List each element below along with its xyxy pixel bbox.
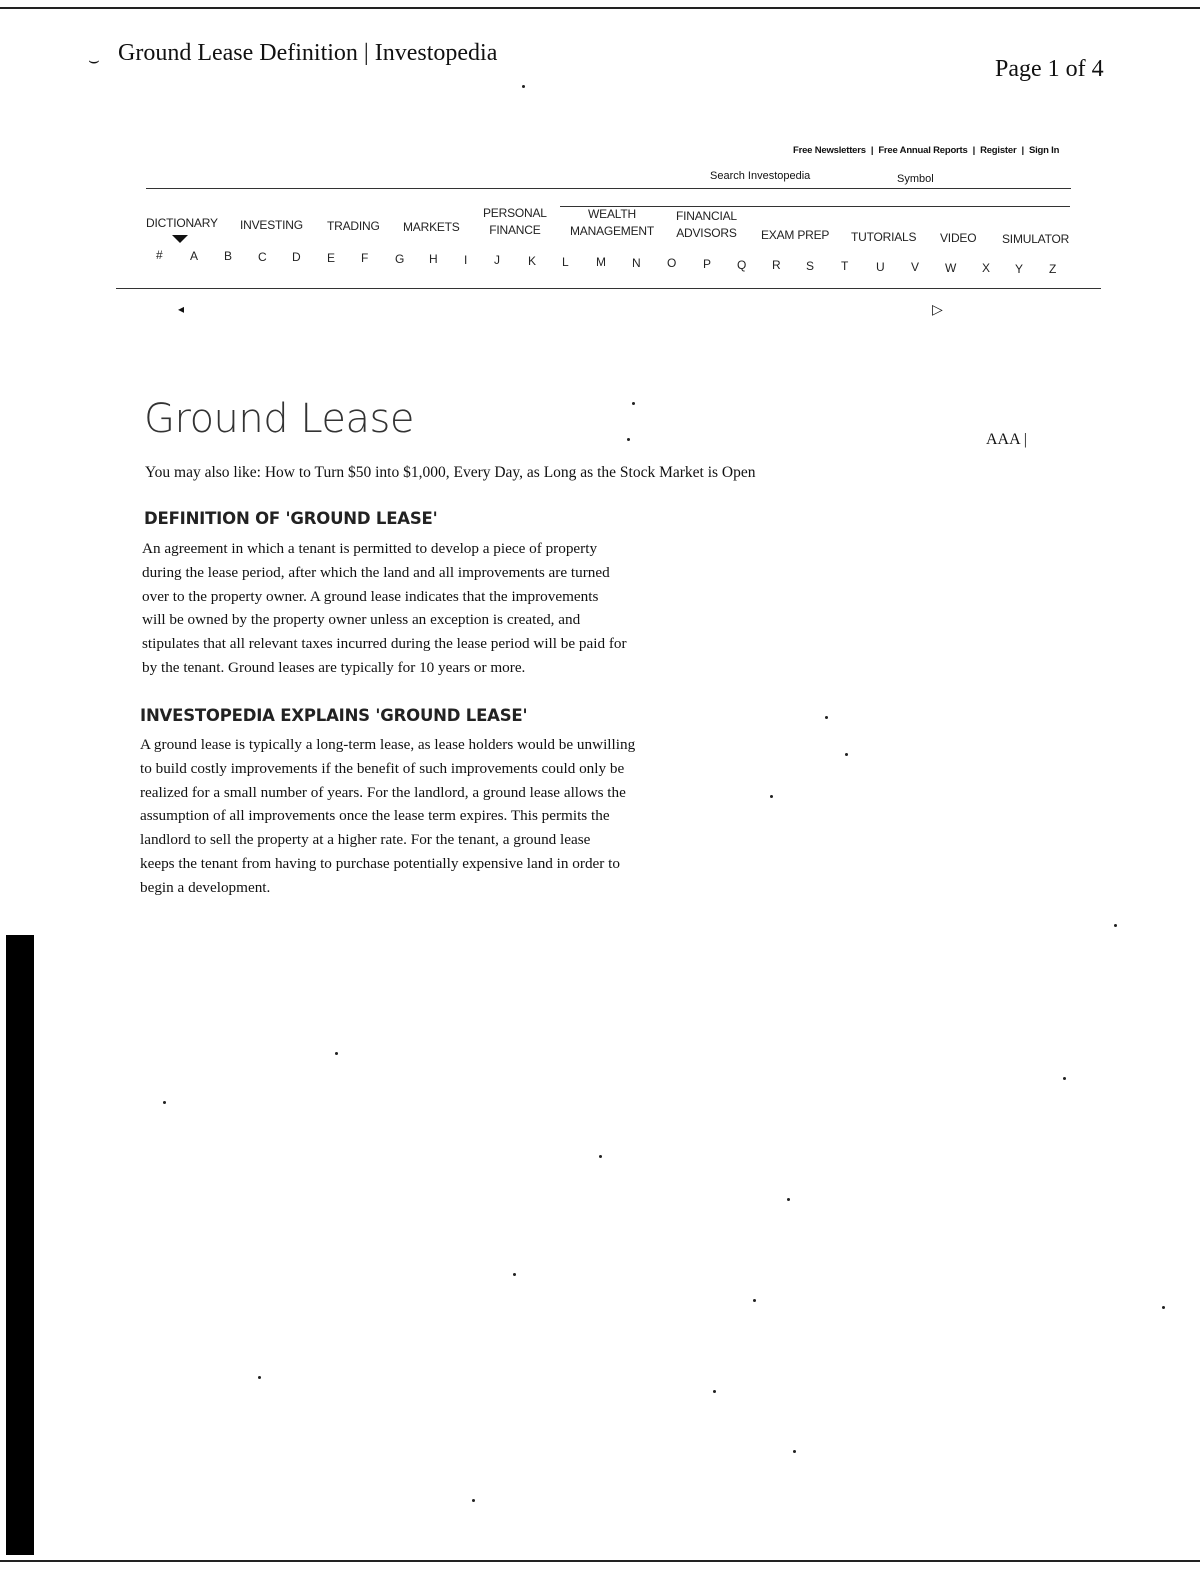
scan-edge-bottom <box>0 1560 1200 1562</box>
scan-speck <box>787 1198 790 1201</box>
alpha-link-s[interactable]: S <box>806 259 815 273</box>
link-separator: | <box>972 145 976 156</box>
active-caret-icon <box>172 235 188 243</box>
nav-item-trading[interactable]: TRADING <box>327 219 380 233</box>
nav-item-video[interactable]: VIDEO <box>940 231 977 245</box>
sign-in-link[interactable]: Sign In <box>1028 145 1060 156</box>
scan-speck <box>522 85 525 88</box>
top-links <box>793 145 1059 156</box>
alpha-link-d[interactable]: D <box>292 250 301 264</box>
text-line: keeps the tenant from having to purchase potentially expensive land in order to <box>140 854 620 872</box>
text-line: landlord to sell the property at a higher rate. For the tenant, a ground lease <box>140 831 591 849</box>
text-line: An agreement in which a tenant is permitted to develop a piece of property <box>142 540 598 557</box>
text-line: will be owned by the property owner unless an exception is created, and <box>142 611 581 629</box>
alpha-link-y[interactable]: Y <box>1015 262 1024 276</box>
scan-speck <box>753 1299 756 1302</box>
free-annual-reports-link[interactable]: Free Annual Reports <box>878 145 968 156</box>
scan-speck <box>163 1101 166 1104</box>
nav-item-exam-prep[interactable]: EXAM PREP <box>761 228 830 242</box>
alpha-link-r[interactable]: R <box>772 258 781 272</box>
symbol-input[interactable]: Symbol <box>897 173 934 185</box>
nav-item-investing[interactable]: INVESTING <box>240 218 303 232</box>
scan-speck <box>627 438 630 441</box>
nav-item-simulator[interactable]: SIMULATOR <box>1002 232 1070 246</box>
definition-body <box>142 537 627 680</box>
register-link[interactable]: Register <box>980 145 1017 156</box>
nav-item-wealth-management[interactable]: WEALTH MANAGEMENT <box>570 207 655 238</box>
alpha-link-o[interactable]: O <box>667 256 677 270</box>
scan-edge-top <box>0 7 1200 9</box>
alpha-link-x[interactable]: X <box>982 261 991 275</box>
text-line: to build costly improvements if the benefit of such improvements could only be <box>140 759 625 777</box>
scan-speck <box>713 1390 716 1393</box>
text-line: assumption of all improvements once the lease term expires. This permits the <box>140 807 610 825</box>
scan-speck <box>632 402 635 405</box>
text-line: during the lease period, after which the land and all improvements are turned <box>142 563 610 581</box>
text-line: begin a development. <box>140 878 271 896</box>
alpha-link-t[interactable]: T <box>841 259 849 273</box>
scan-speck <box>599 1155 602 1158</box>
nav-item-personal-finance[interactable]: PERSONAL FINANCE <box>483 206 547 237</box>
arrow-left-icon[interactable]: ◂ <box>178 302 185 316</box>
alpha-link-m[interactable]: M <box>596 255 606 269</box>
text-line: by the tenant. Ground leases are typically for 10 years or more. <box>142 658 526 676</box>
scan-speck <box>825 716 828 719</box>
alphabet-divider <box>116 288 1101 289</box>
text-line: A ground lease is typically a long-term lease, as lease holders would be unwilling <box>140 736 636 753</box>
alpha-link-u[interactable]: U <box>876 260 885 274</box>
scan-speck <box>472 1499 475 1502</box>
print-header-title: Ground Lease Definition | Investopedia <box>118 40 498 66</box>
link-separator: | <box>1021 145 1024 156</box>
page-title: Ground Lease <box>144 396 414 442</box>
alpha-link-i[interactable]: I <box>464 253 468 267</box>
alpha-link-w[interactable]: W <box>945 261 957 275</box>
also-like <box>145 464 756 482</box>
alpha-link-f[interactable]: F <box>361 251 369 265</box>
scan-edge-left-bar <box>6 935 34 1555</box>
alpha-link-h[interactable]: H <box>429 252 438 266</box>
scan-speck <box>793 1450 796 1453</box>
scan-speck <box>513 1273 516 1276</box>
text-line: realized for a small number of years. For the landlord, a ground lease allows the <box>140 783 626 801</box>
alpha-link-e[interactable]: E <box>327 251 336 265</box>
scan-speck <box>770 795 773 798</box>
alpha-link-hash[interactable]: # <box>156 248 163 262</box>
print-mark-icon: ⌣ <box>88 50 100 70</box>
nav-item-markets[interactable]: MARKETS <box>403 220 460 234</box>
alpha-link-v[interactable]: V <box>911 260 920 274</box>
alpha-link-c[interactable]: C <box>258 250 267 264</box>
link-separator: | <box>870 145 874 156</box>
play-arrow-right-icon[interactable]: ▷ <box>932 302 943 318</box>
explains-body <box>140 733 635 900</box>
alpha-link-z[interactable]: Z <box>1049 262 1057 276</box>
nav-item-dictionary[interactable]: DICTIONARY <box>146 216 218 230</box>
definition-heading: DEFINITION OF 'GROUND LEASE' <box>144 509 438 528</box>
nav-item-tutorials[interactable]: TUTORIALS <box>851 230 917 244</box>
scan-speck <box>845 753 848 756</box>
alpha-link-b[interactable]: B <box>224 249 233 263</box>
also-like-label: You may also like: <box>145 464 261 481</box>
header-divider <box>146 188 1071 189</box>
also-like-link[interactable]: How to Turn $50 into $1,000, Every Day, as Long as the Stock Market is Open <box>264 464 756 481</box>
explains-heading: INVESTOPEDIA EXPLAINS 'GROUND LEASE' <box>140 706 528 725</box>
alpha-link-a[interactable]: A <box>190 249 199 263</box>
free-newsletters-link[interactable]: Free Newsletters <box>793 145 866 156</box>
scan-speck <box>1063 1077 1066 1080</box>
alpha-link-q[interactable]: Q <box>737 258 747 272</box>
font-size-tool[interactable]: AAA | <box>986 431 1027 448</box>
search-input[interactable]: Search Investopedia <box>710 170 811 182</box>
scan-speck <box>1162 1306 1165 1309</box>
nav-item-financial-advisors[interactable]: FINANCIAL ADVISORS <box>676 209 737 240</box>
page-indicator: Page 1 of 4 <box>995 56 1104 82</box>
text-line: over to the property owner. A ground lease indicates that the improvements <box>142 587 599 605</box>
alpha-link-l[interactable]: L <box>562 255 569 269</box>
text-line: stipulates that all relevant taxes incurred during the lease period will be paid for <box>142 635 627 653</box>
alpha-link-k[interactable]: K <box>528 254 537 268</box>
alpha-link-p[interactable]: P <box>703 257 712 271</box>
alpha-link-n[interactable]: N <box>632 256 641 270</box>
alpha-link-g[interactable]: G <box>395 252 405 266</box>
scan-speck <box>258 1376 261 1379</box>
scan-speck <box>335 1052 338 1055</box>
scan-speck <box>1114 924 1117 927</box>
alpha-link-j[interactable]: J <box>494 253 500 267</box>
